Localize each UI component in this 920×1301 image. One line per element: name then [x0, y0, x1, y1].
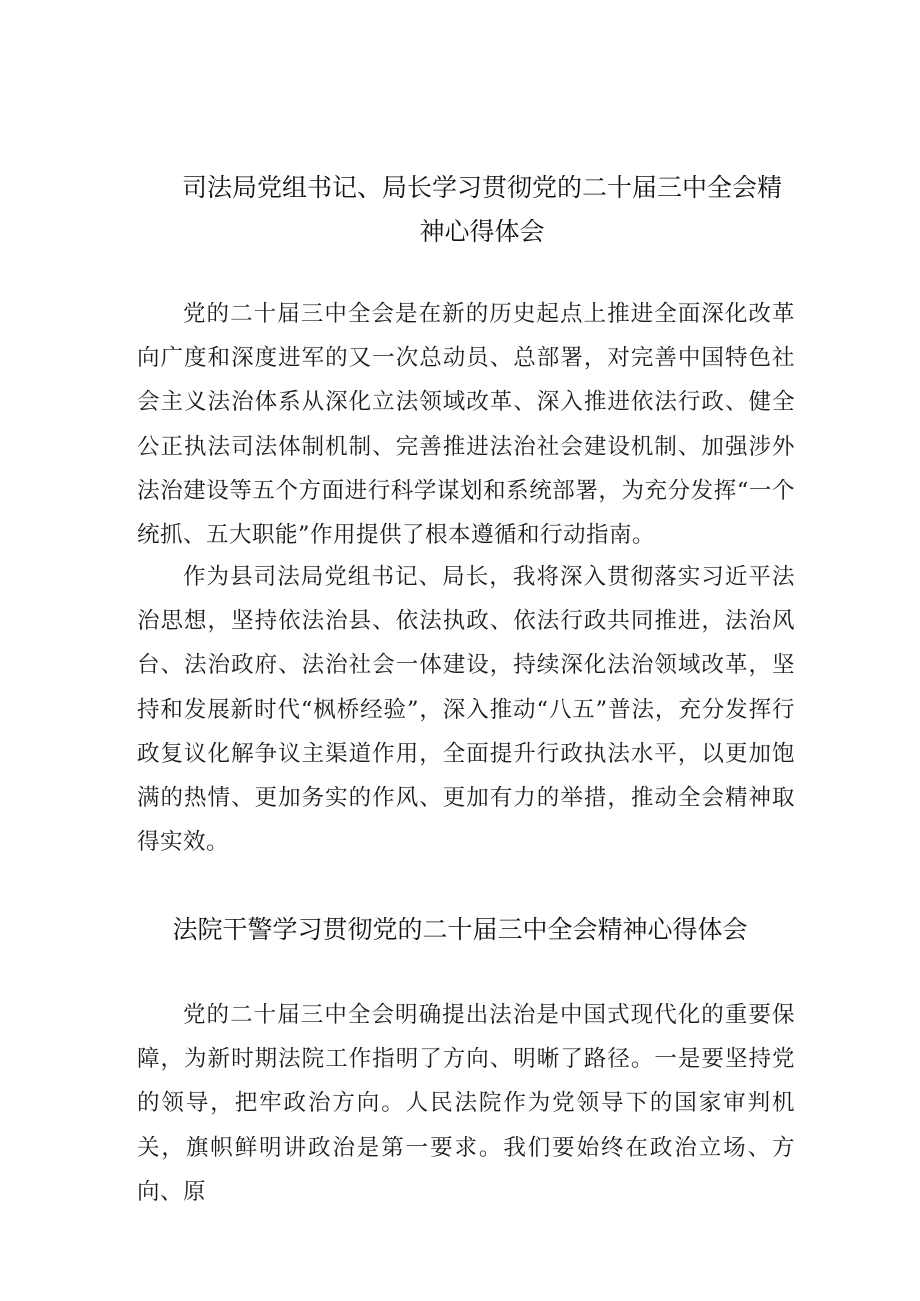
body-paragraph: 作为县司法局党组书记、局长，我将深入贯彻落实习近平法治思想，坚持依法治县、依法执政、依法行政共同推进，法治风台、法治政府、法治社会一体建设，持续深化法治领域改革，坚持和发展新时代“枫桥经验”，深入推动“八五”普法，充分发挥行政复议化解争议主渠道作用，全面提升行政执法水平，以更加饱满的热情、更加务实的作风、更加有力的举措，推动全会精神取得实效。: [137, 564, 795, 856]
section-title-court-police: 法院干警学习贯彻党的二十届三中全会精神心得体会: [172, 915, 748, 944]
body-paragraph: 党的二十届三中全会明确提出法治是中国式现代化的重要保障，为新时期法院工作指明了方向、明晰了路径。一是要坚持党的领导，把牢政治方向。人民法院作为党领导下的国家审判机关，旗帜鲜明讲政治是第一要求。我们要始终在政治立场、方向、原: [137, 1002, 795, 1205]
section-title-judicial-bureau: 司法局党组书记、局长学习贯彻党的二十届三中全会精神心得体会: [181, 173, 782, 246]
body-paragraph: 党的二十届三中全会是在新的历史起点上推进全面深化改革向广度和深度进军的又一次总动员、总部署，对完善中国特色社会主义法治体系从深化立法领域改革、深入推进依法行政、健全公正执法司法体制机制、完善推进法治社会建设机制、加强涉外法治建设等五个方面进行科学谋划和系统部署，为充分发挥“一个统抓、五大职能”作用提供了根本遵循和行动指南。: [137, 301, 795, 549]
